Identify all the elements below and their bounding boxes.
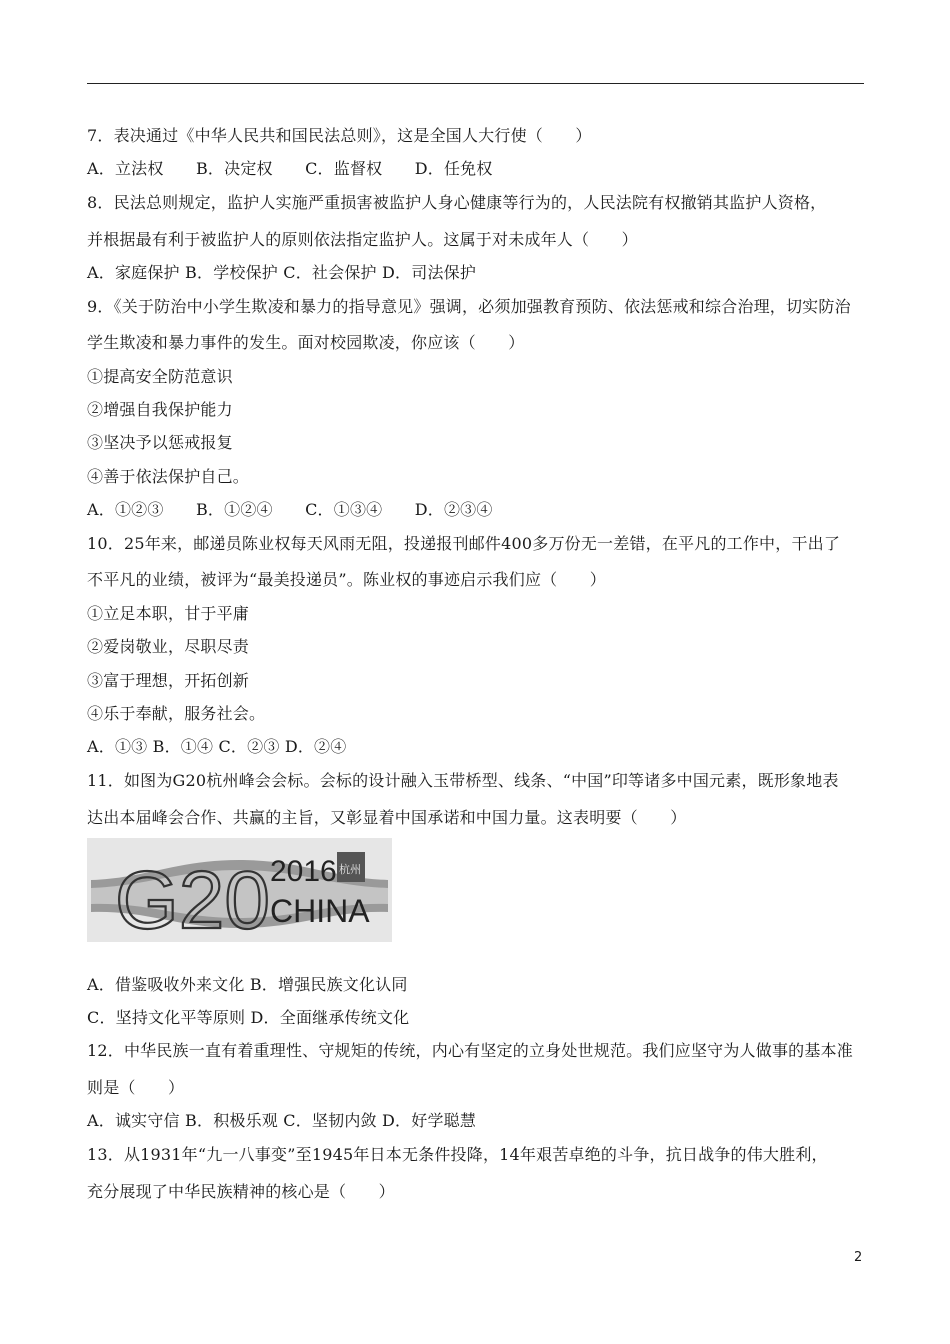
q9-item-2: ②增强自我保护能力 bbox=[87, 400, 233, 419]
q10-options: A．①③ B．①④ C．②③ D．②④ bbox=[87, 737, 347, 756]
q11-stem-line1: 11．如图为G20杭州峰会会标。会标的设计融入玉带桥型、线条、“中国”印等诸多中国元素，既形象地表 bbox=[87, 771, 839, 790]
q12-stem-line1: 12．中华民族一直有着重理性、守规矩的传统，内心有坚定的立身处世规范。我们应坚守为人做事的基本准 bbox=[87, 1041, 853, 1060]
g20-logo-year: 2016 bbox=[270, 855, 337, 888]
q9-item-4: ④善于依法保护自己。 bbox=[87, 467, 250, 486]
q8-stem-line1: 8．民法总则规定，监护人实施严重损害被监护人身心健康等行为的，人民法院有权撤销其监护人资格， bbox=[87, 193, 827, 212]
g20-logo-graphic bbox=[87, 838, 392, 942]
q13-stem-line1: 13．从1931年“九一八事变”至1945年日本无条件投降，14年艰苦卓绝的斗争，抗日战争的伟大胜利， bbox=[87, 1145, 828, 1164]
g20-logo-mark: G20 bbox=[115, 855, 270, 942]
q11-stem-line2: 达出本届峰会合作、共赢的主旨，又彰显着中国承诺和中国力量。这表明要（ ） bbox=[87, 808, 687, 827]
q10-item-4: ④乐于奉献，服务社会。 bbox=[87, 704, 266, 723]
q11-options-line1: A．借鉴吸收外来文化 B．增强民族文化认同 bbox=[87, 975, 408, 994]
q9-item-1: ①提高安全防范意识 bbox=[87, 367, 233, 386]
q9-options: A．①②③ B．①②④ C．①③④ D．②③④ bbox=[87, 500, 493, 519]
q7-stem: 7．表决通过《中华人民共和国民法总则》，这是全国人大行使（ ） bbox=[87, 126, 592, 145]
q10-item-1: ①立足本职，甘于平庸 bbox=[87, 604, 250, 623]
q7-options: A．立法权 B．决定权 C．监督权 D．任免权 bbox=[87, 159, 493, 178]
q9-stem-line2: 学生欺凌和暴力事件的发生。面对校园欺凌，你应该（ ） bbox=[87, 333, 525, 352]
q8-options: A．家庭保护 B．学校保护 C．社会保护 D．司法保护 bbox=[87, 263, 477, 282]
q10-stem-line1: 10．25年来，邮递员陈业权每天风雨无阻，投递报刊邮件400多万份无一差错，在平凡的工作中，干出了 bbox=[87, 534, 841, 553]
q12-stem-line2: 则是（ ） bbox=[87, 1078, 185, 1097]
g20-logo-seal-text: 杭州 bbox=[339, 863, 361, 876]
q10-item-3: ③富于理想，开拓创新 bbox=[87, 671, 250, 690]
q12-options: A．诚实守信 B．积极乐观 C．坚韧内敛 D．好学聪慧 bbox=[87, 1111, 477, 1130]
g20-logo-image bbox=[87, 838, 392, 942]
q9-item-3: ③坚决予以惩戒报复 bbox=[87, 433, 233, 452]
g20-logo-country: CHINA bbox=[270, 893, 370, 929]
q10-item-2: ②爱岗敬业，尽职尽责 bbox=[87, 637, 250, 656]
page-number: 2 bbox=[854, 1250, 863, 1265]
header-rule bbox=[87, 83, 864, 84]
q9-stem-line1: 9．《关于防治中小学生欺凌和暴力的指导意见》强调，必须加强教育预防、依法惩戒和综合治理，切实防治 bbox=[87, 297, 851, 316]
q10-stem-line2: 不平凡的业绩，被评为“最美投递员”。陈业权的事迹启示我们应（ ） bbox=[87, 570, 606, 589]
q13-stem-line2: 充分展现了中华民族精神的核心是（ ） bbox=[87, 1182, 395, 1201]
q8-stem-line2: 并根据最有利于被监护人的原则依法指定监护人。这属于对未成年人（ ） bbox=[87, 230, 638, 249]
q11-options-line2: C．坚持文化平等原则 D．全面继承传统文化 bbox=[87, 1008, 410, 1027]
